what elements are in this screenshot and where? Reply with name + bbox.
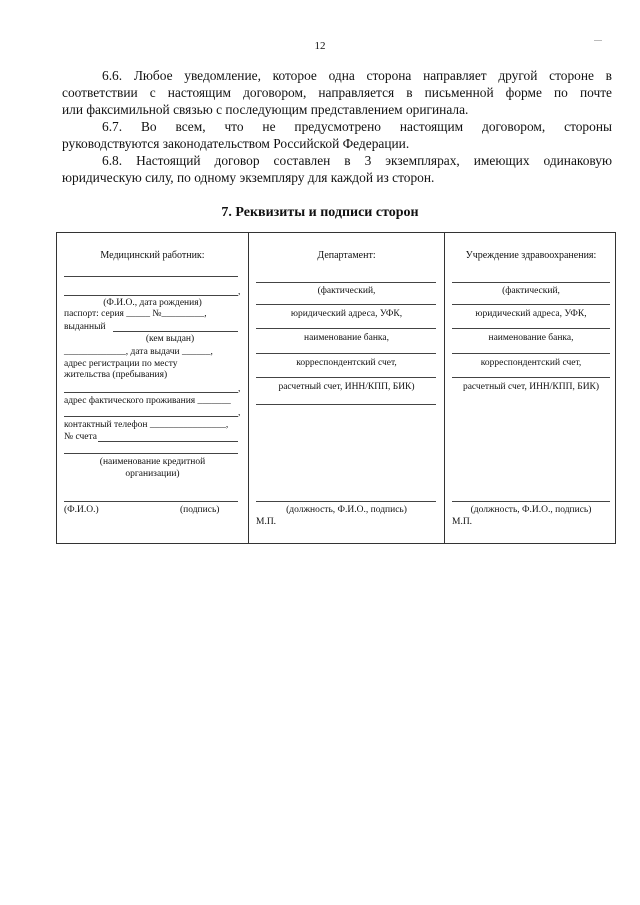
signature-line	[256, 501, 436, 502]
punct: ,	[238, 384, 241, 394]
col2-actual: (фактический,	[317, 286, 376, 296]
page-number: 12	[314, 40, 326, 52]
paragraph-line: 6.7. Во всем, что не предусмотрено настоящим договором, стороны	[102, 119, 612, 134]
blank-line	[113, 331, 238, 332]
punct: ,	[238, 408, 241, 418]
col1-fio-dob: (Ф.И.О., дата рождения)	[103, 298, 202, 308]
col3-corr: корреспондентский счет,	[480, 358, 582, 368]
column-divider	[248, 232, 249, 544]
blank-line	[64, 501, 238, 502]
col1-passport: паспорт: серия _____ №_________,	[64, 309, 207, 319]
blank-line	[452, 304, 610, 305]
paragraph-6-8	[62, 152, 612, 186]
paragraph-line: руководствуются законодательством Российской Федерации.	[62, 136, 410, 151]
blank-line	[256, 282, 436, 283]
col2-corr: корреспондентский счет,	[296, 358, 397, 368]
col1-bank-name: организации)	[125, 469, 180, 479]
col1-issue-date: _____________, дата выдачи ______,	[64, 347, 213, 357]
paragraph-line: 6.6. Любое уведомление, которое одна сторона направляет другой стороне в	[102, 68, 612, 83]
blank-line	[64, 416, 238, 417]
col1-phone: контактный телефон ________________,	[64, 420, 229, 430]
col1-header: Медицинский работник:	[100, 250, 205, 261]
col1-bank-name: (наименование кредитной	[99, 457, 206, 467]
col2-bank: наименование банка,	[304, 333, 389, 343]
col3-bank: наименование банка,	[488, 333, 574, 343]
col1-account: № счета	[64, 432, 97, 442]
blank-line	[64, 276, 238, 277]
blank-line	[98, 441, 238, 442]
blank-line	[256, 353, 436, 354]
col1-issued: выданный	[64, 322, 106, 332]
scan-mark	[594, 40, 602, 41]
col3-mp: М.П.	[452, 517, 473, 527]
col3-signature: (должность, Ф.И.О., подпись)	[470, 505, 592, 515]
col1-issued-by: (кем выдан)	[145, 334, 195, 344]
col3-settle: расчетный счет, ИНН/КПП, БИК)	[462, 382, 600, 392]
blank-line	[256, 328, 436, 329]
blank-line	[452, 282, 610, 283]
col1-sign-label: (подпись)	[180, 505, 220, 515]
blank-line	[256, 377, 436, 378]
col2-signature: (должность, Ф.И.О., подпись)	[286, 505, 407, 515]
col1-reg-addr: адрес регистрации по месту	[64, 359, 178, 369]
col3-header: Учреждение здравоохранения:	[465, 250, 597, 261]
col2-mp: М.П.	[256, 517, 277, 527]
col2-legal: юридический адреса, УФК,	[290, 309, 403, 319]
punct: ,	[238, 287, 241, 297]
col3-actual: (фактический,	[502, 286, 560, 296]
blank-line	[64, 392, 238, 393]
paragraph-line: или факсимильной связью с последующим представлением оригинала.	[62, 102, 469, 117]
blank-line	[256, 404, 436, 405]
col1-fio-label: (Ф.И.О.)	[64, 505, 99, 515]
blank-line	[256, 304, 436, 305]
blank-line	[64, 453, 238, 454]
column-divider	[444, 232, 445, 544]
paragraph-line: соответствии с настоящим договором, направляется в письменной форме по почте	[62, 85, 612, 100]
col2-header: Департамент:	[317, 250, 376, 261]
col1-actual-addr: адрес фактического проживания _______	[64, 396, 231, 406]
col3-legal: юридический адреса, УФК,	[475, 309, 587, 319]
paragraph-line: 6.8. Настоящий договор составлен в 3 экземплярах, имеющих одинаковую	[102, 153, 612, 168]
signature-line	[452, 501, 610, 502]
paragraph-6-6	[62, 67, 612, 118]
paragraph-line: юридическую силу, по одному экземпляру для каждой из сторон.	[62, 170, 435, 185]
col2-settle: расчетный счет, ИНН/КПП, БИК)	[278, 382, 415, 392]
col1-reg-addr: жительства (пребывания)	[64, 370, 168, 380]
section-title: 7. Реквизиты и подписи сторон	[221, 205, 419, 220]
blank-line	[64, 295, 238, 296]
blank-line	[452, 377, 610, 378]
blank-line	[452, 328, 610, 329]
paragraph-6-7	[62, 118, 612, 152]
blank-line	[452, 353, 610, 354]
